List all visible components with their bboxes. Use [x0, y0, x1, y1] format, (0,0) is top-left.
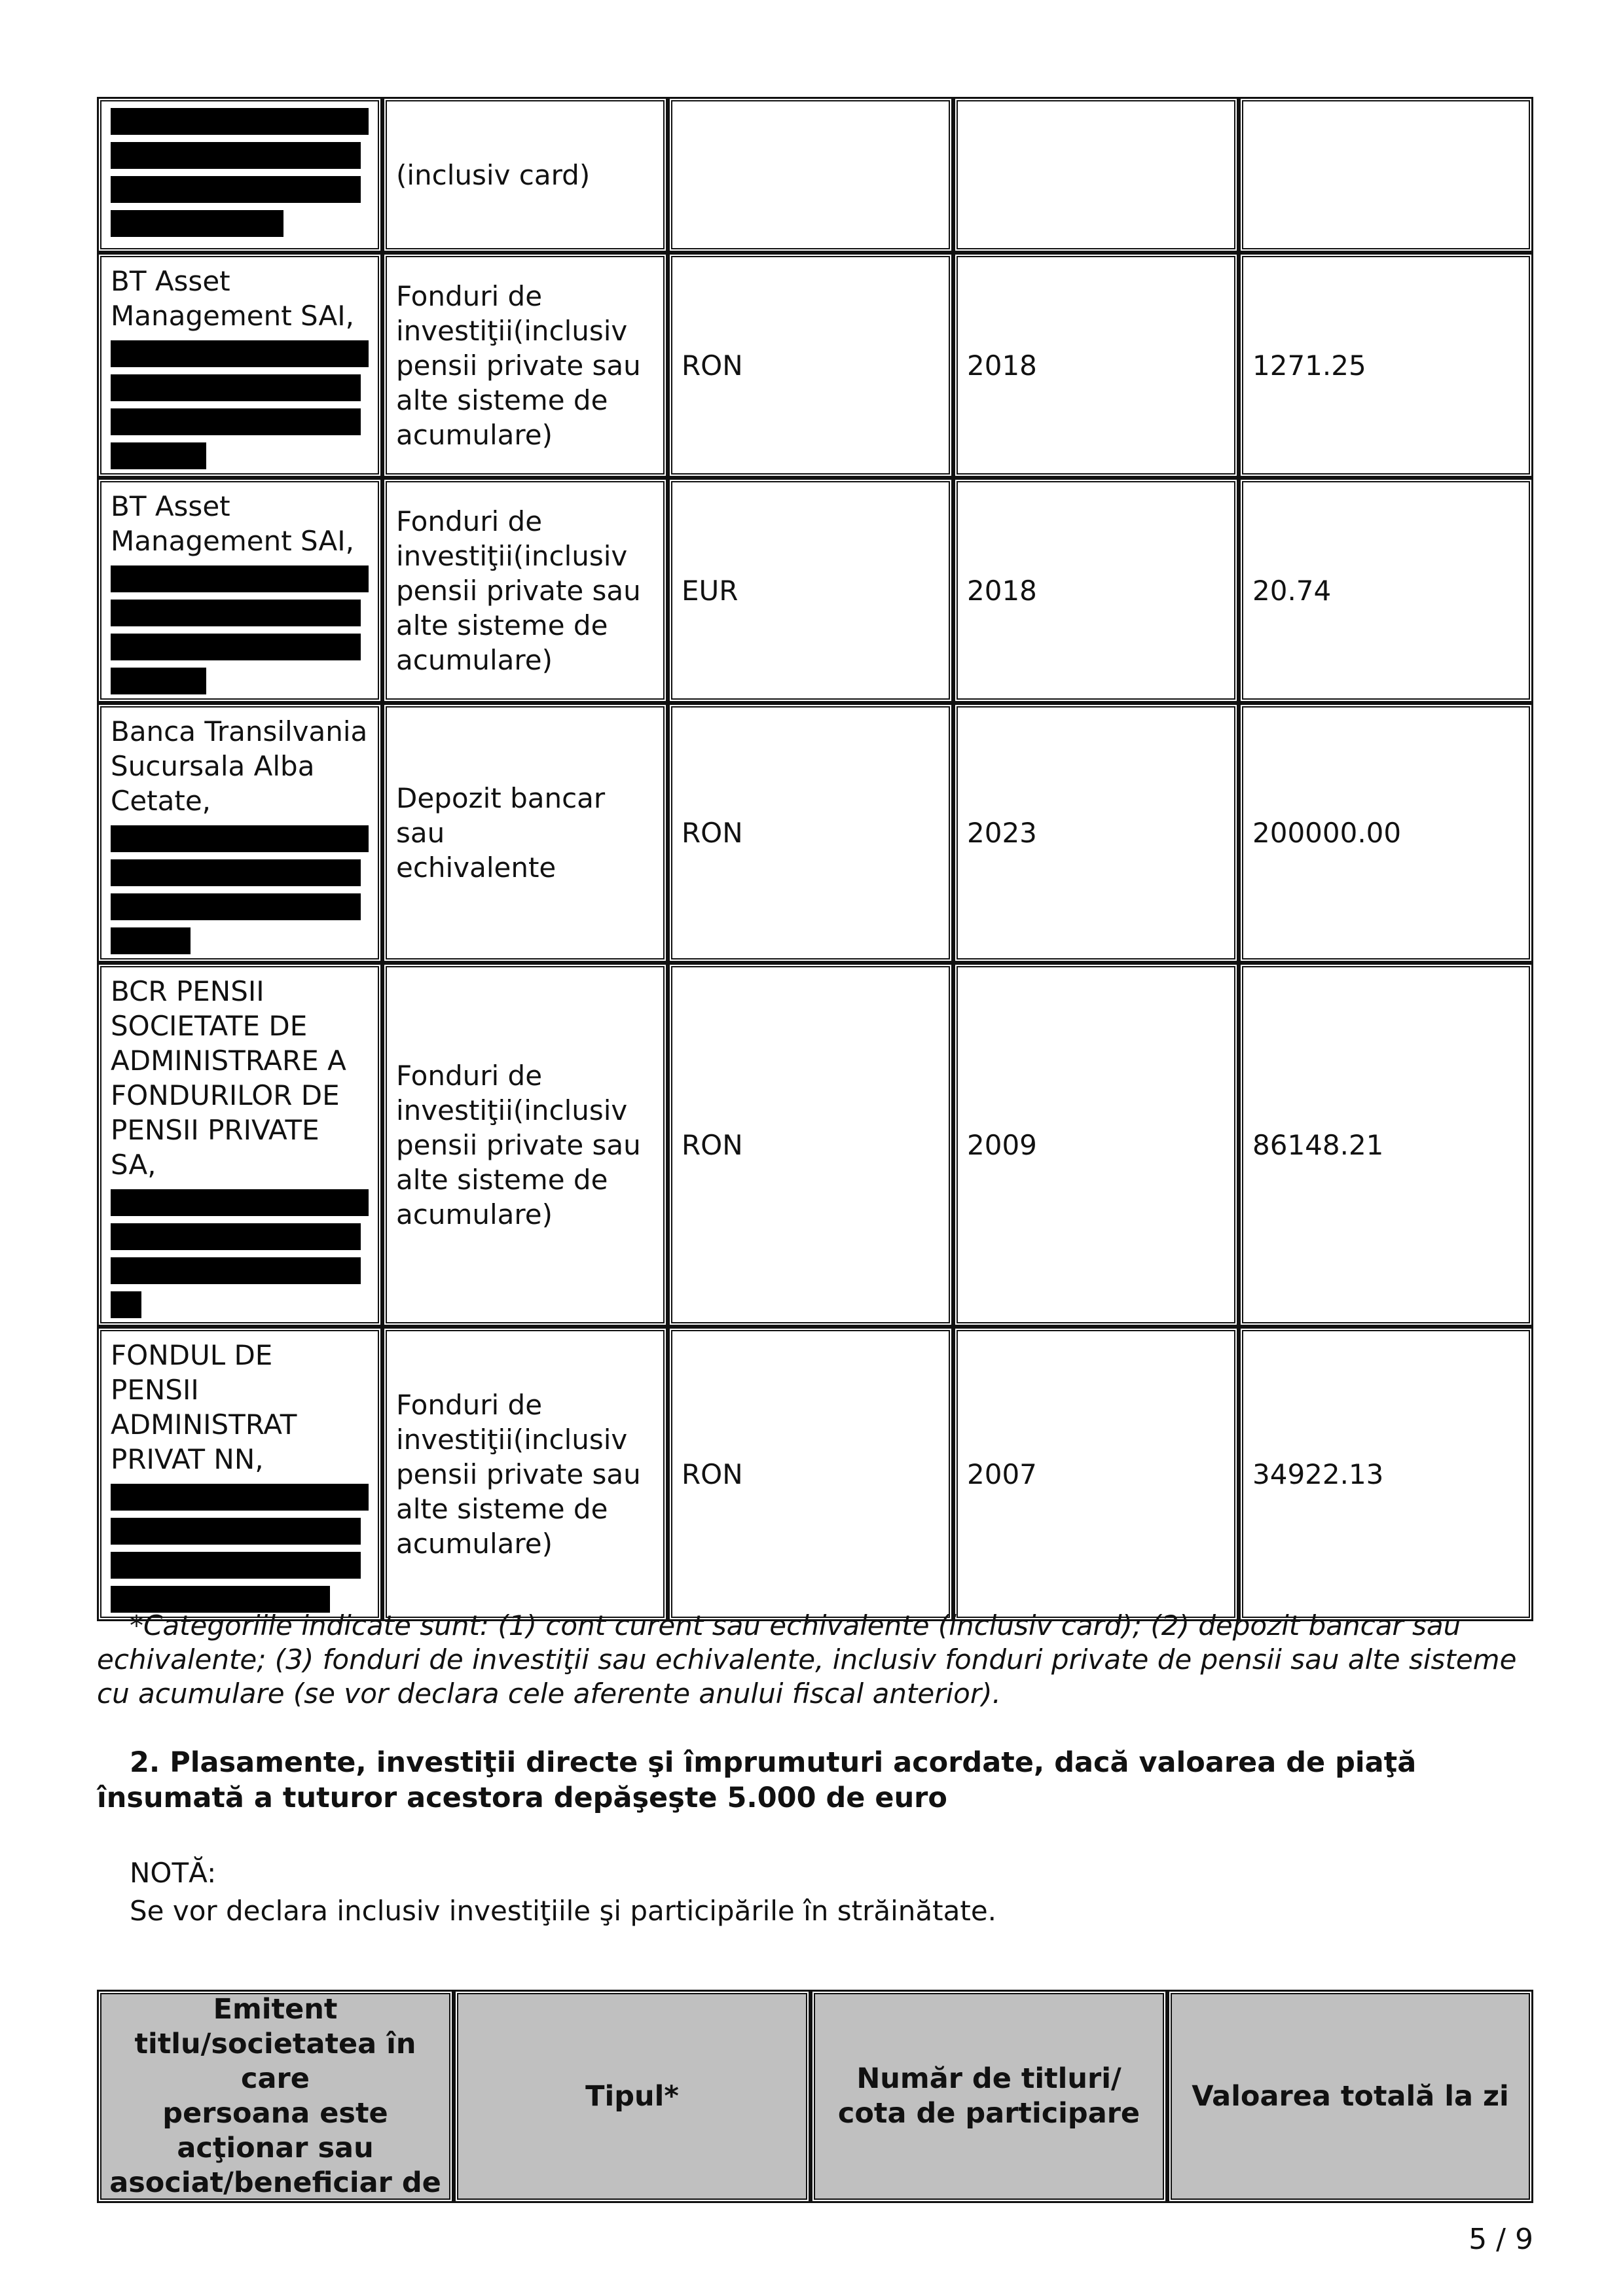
category-line: investiţii(inclusiv	[396, 1094, 628, 1126]
currency-cell: RON	[668, 703, 953, 963]
category-line: Fonduri de	[396, 279, 543, 312]
category-cell	[382, 703, 668, 963]
categories-footnote: *Categoriile indicate sunt: (1) cont curent sau echivalente (inclusiv card); (2) depozit bancar sau echivalente; (3) fonduri de investiţii sau echivalente, inclusiv fonduri private de pensii sau alte sisteme cu acumulare (se vor declara cele aferente anului fiscal anterior).	[97, 1609, 1517, 1710]
institution-cell	[97, 253, 382, 478]
table-row	[97, 703, 1533, 963]
balance-cell: 1271.25	[1239, 253, 1533, 478]
total-value-header	[1167, 1990, 1533, 2203]
year-cell: 2009	[953, 963, 1239, 1327]
year-cell: 2007	[953, 1327, 1239, 1621]
institution-line: BT Asset	[111, 265, 230, 297]
category-line: alte sisteme de	[396, 1163, 608, 1196]
redacted-text	[111, 176, 361, 203]
redacted-text	[111, 1552, 361, 1579]
category-line: pensii private sau	[396, 1128, 641, 1161]
header-line: titlu/societatea în care	[134, 2028, 416, 2095]
type-header	[454, 1990, 811, 2203]
balance-cell: 34922.13	[1239, 1327, 1533, 1621]
institution-line: PENSII PRIVATE SA,	[111, 1114, 319, 1181]
redacted-text	[111, 565, 369, 592]
category-cell	[382, 478, 668, 703]
year-cell: 2018	[953, 253, 1239, 478]
balance-cell: 86148.21	[1239, 963, 1533, 1327]
category-line: investiţii(inclusiv	[396, 1423, 628, 1456]
redacted-text	[111, 108, 369, 135]
institution-line: Management SAI,	[111, 525, 354, 557]
institution-line: Cetate,	[111, 785, 211, 817]
redacted-text	[111, 1189, 369, 1216]
table-row	[97, 963, 1533, 1327]
category-line: acumulare)	[396, 418, 553, 451]
currency-cell: RON	[668, 253, 953, 478]
header-line: Valoarea totală la zi	[1192, 2079, 1509, 2113]
redacted-text	[111, 825, 369, 852]
nota-label: NOTĂ:	[130, 1857, 217, 1889]
institution-cell	[97, 1327, 382, 1621]
institution-line: FONDUL DE PENSII	[111, 1339, 273, 1406]
category-line: alte sisteme de	[396, 384, 608, 416]
institution-line: FONDURILOR DE	[111, 1079, 340, 1111]
header-line: persoana este	[162, 2097, 388, 2130]
redacted-text	[111, 1257, 361, 1284]
currency-cell: RON	[668, 963, 953, 1327]
header-line: cota de participare	[837, 2097, 1140, 2130]
redacted-text	[111, 374, 361, 401]
redacted-text	[111, 859, 361, 886]
category-line: Fonduri de	[396, 1059, 543, 1092]
investments-header-row	[97, 1990, 1533, 2203]
institution-line: Banca Transilvania	[111, 715, 368, 747]
institution-line: BCR PENSII	[111, 975, 264, 1007]
redacted-text	[111, 1291, 141, 1318]
category-line: investiţii(inclusiv	[396, 539, 628, 572]
institution-line: PRIVAT NN,	[111, 1443, 264, 1475]
redacted-text	[111, 1484, 369, 1511]
institution-cell	[97, 703, 382, 963]
category-line: Depozit bancar sau	[396, 782, 606, 849]
institution-line: Management SAI,	[111, 300, 354, 332]
header-line: asociat/beneficiar de	[109, 2166, 441, 2199]
category-cell	[382, 97, 668, 253]
category-cell	[382, 1327, 668, 1621]
institution-line: SOCIETATE DE	[111, 1010, 308, 1042]
category-line: Fonduri de	[396, 1388, 543, 1421]
redacted-text	[111, 340, 369, 367]
institution-cell	[97, 478, 382, 703]
category-line: acumulare)	[396, 1198, 553, 1230]
bank-accounts-table	[97, 97, 1533, 1621]
category-line: acumulare)	[396, 1527, 553, 1560]
category-line: pensii private sau	[396, 1458, 641, 1490]
balance-cell	[1239, 97, 1533, 253]
balance-cell: 200000.00	[1239, 703, 1533, 963]
header-line: Tipul*	[585, 2079, 679, 2113]
share-count-header	[811, 1990, 1167, 2203]
redacted-text	[111, 1223, 361, 1250]
issuer-header	[97, 1990, 454, 2203]
institution-line: Sucursala Alba	[111, 750, 315, 782]
redacted-text	[111, 893, 361, 920]
investments-table	[97, 1990, 1533, 2203]
table-row	[97, 478, 1533, 703]
category-line: echivalente	[396, 852, 556, 884]
institution-line: ADMINISTRARE A	[111, 1045, 346, 1077]
balance-cell: 20.74	[1239, 478, 1533, 703]
nota-text: Se vor declara inclusiv investiţiile şi participările în străinătate.	[130, 1895, 997, 1927]
table-row	[97, 97, 1533, 253]
redacted-text	[111, 142, 361, 169]
redacted-text	[111, 210, 283, 237]
redacted-text	[111, 1518, 361, 1545]
redacted-text	[111, 634, 361, 660]
category-cell	[382, 253, 668, 478]
institution-line: ADMINISTRAT	[111, 1408, 297, 1441]
table-row	[97, 1327, 1533, 1621]
year-cell: 2023	[953, 703, 1239, 963]
institution-cell	[97, 963, 382, 1327]
category-cell	[382, 963, 668, 1327]
year-cell: 2018	[953, 478, 1239, 703]
header-line: Număr de titluri/	[856, 2062, 1122, 2095]
section-2-title: 2. Plasamente, investiţii directe şi împrumuturi acordate, dacă valoarea de piaţă însumată a tuturor acestora depăşeşte 5.000 de euro	[97, 1746, 1417, 1814]
redacted-text	[111, 927, 191, 954]
header-line: Emitent	[213, 1993, 338, 2026]
redacted-text	[111, 408, 361, 435]
institution-cell	[97, 97, 382, 253]
category-line: alte sisteme de	[396, 1492, 608, 1525]
category-line: alte sisteme de	[396, 609, 608, 641]
category-line: investiţii(inclusiv	[396, 314, 628, 347]
currency-cell: EUR	[668, 478, 953, 703]
redacted-text	[111, 600, 361, 626]
currency-cell	[668, 97, 953, 253]
header-line: acţionar sau	[177, 2132, 374, 2164]
redacted-text	[111, 442, 206, 469]
institution-line: BT Asset	[111, 490, 230, 522]
currency-cell: RON	[668, 1327, 953, 1621]
category-line: Fonduri de	[396, 505, 543, 537]
category-line: pensii private sau	[396, 349, 641, 382]
category-line: (inclusiv card)	[396, 158, 591, 191]
year-cell	[953, 97, 1239, 253]
table-row	[97, 253, 1533, 478]
page-number: 5 / 9	[1468, 2223, 1533, 2256]
redacted-text	[111, 668, 206, 694]
category-line: acumulare)	[396, 643, 553, 676]
category-line: pensii private sau	[396, 574, 641, 607]
